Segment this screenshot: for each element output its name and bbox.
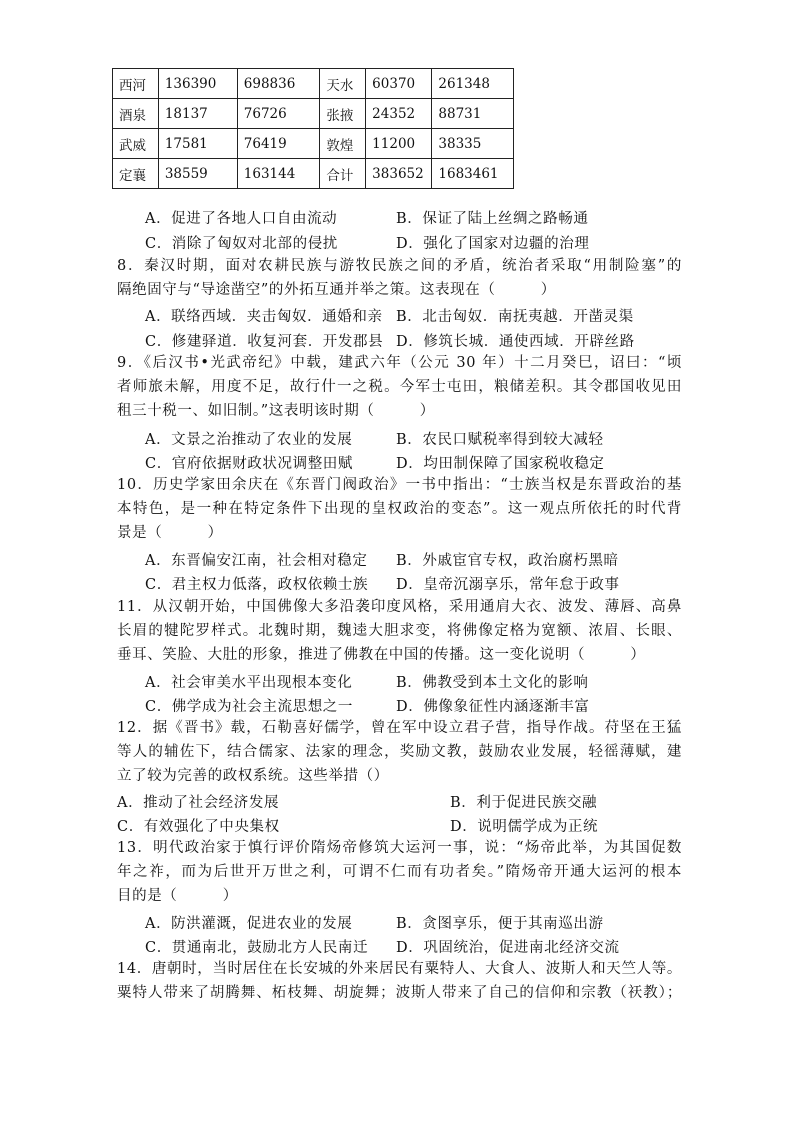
- q12-option-a[interactable]: A．推动了社会经济发展: [117, 795, 280, 811]
- q9-stem-line: 者师旅未解，用度不足，故行什一之税。今军士屯田，粮储差积。其令郡国收见田: [117, 379, 682, 395]
- table-cell: 张掖: [320, 99, 366, 129]
- q13-stem-line: 目的是（ ）: [117, 888, 238, 904]
- table-cell: 163144: [237, 159, 320, 189]
- q8-option-d[interactable]: D．修筑长城．通使西域．开辟丝路: [396, 334, 635, 350]
- table-row: [113, 69, 514, 99]
- q11-option-d[interactable]: D．佛像象征性内涵逐渐丰富: [396, 699, 590, 715]
- q9-option-b[interactable]: B．农民口赋税率得到较大减轻: [396, 432, 604, 448]
- table-cell: 88731: [432, 99, 514, 129]
- q8-stem-line: 隔绝固守与“导途凿空”的外拓互通并举之策。这表现在（ ）: [117, 282, 556, 298]
- q12-option-c[interactable]: C．有效强化了中央集权: [117, 819, 280, 835]
- q10-stem-line: 本特色，是一种在特定条件下出现的皇权政治的变态”。这一观点所依托的时代背: [117, 501, 682, 517]
- q8-option-c[interactable]: C．修建驿道．收复河套．开发郡县: [145, 334, 384, 350]
- q14-stem-line: 粟特人带来了胡腾舞、柘枝舞、胡旋舞；波斯人带来了自己的信仰和宗教（祆教）；: [117, 985, 682, 1001]
- table-cell: 天水: [320, 69, 366, 99]
- q7-option-a[interactable]: A．促进了各地人口自由流动: [145, 211, 338, 227]
- q14-stem-line: 14．唐朝时，当时居住在长安城的外来居民有粟特人、大食人、波斯人和天竺人等。: [117, 961, 682, 977]
- table-cell: 76726: [237, 99, 320, 129]
- q11-stem-line: 垂耳、笑脸、大肚的形象，推进了佛教在中国的传播。这一变化说明（ ）: [117, 647, 646, 663]
- table-cell: 合计: [320, 159, 366, 189]
- q13-option-b[interactable]: B．贪图享乐，便于其南巡出游: [396, 916, 604, 932]
- table-cell: 261348: [432, 69, 514, 99]
- q9-option-a[interactable]: A．文景之治推动了农业的发展: [145, 432, 353, 448]
- q8-option-b[interactable]: B．北击匈奴．南抚夷越．开凿灵渠: [396, 309, 634, 325]
- q10-option-b[interactable]: B．外戚宦官专权，政治腐朽黑暗: [396, 553, 619, 569]
- q10-option-c[interactable]: C．君主权力低落，政权依赖士族: [145, 577, 369, 593]
- table-cell: 38559: [158, 159, 237, 189]
- table-cell: 1683461: [432, 159, 514, 189]
- table-cell: 698836: [237, 69, 320, 99]
- q12-stem-line: 等人的辅佐下，结合儒家、法家的理念，奖励文教，鼓励农业发展，轻徭薄赋，建: [117, 744, 682, 760]
- table-cell: 西河: [113, 69, 159, 99]
- table-cell: 38335: [432, 129, 514, 159]
- q10-option-d[interactable]: D．皇帝沉溺享乐，常年怠于政事: [396, 577, 620, 593]
- q11-option-b[interactable]: B．佛教受到本土文化的影响: [396, 675, 589, 691]
- q13-stem-line: 13．明代政治家于慎行评价隋炀帝修筑大运河一事，说：“炀帝此举，为其国促数: [117, 840, 682, 856]
- q10-stem-line: 10．历史学家田余庆在《东晋门阀政治》一书中指出：“士族当权是东晋政治的基: [117, 477, 682, 493]
- table-cell: 24352: [366, 99, 432, 129]
- table-cell: 18137: [158, 99, 237, 129]
- table-row: [113, 129, 514, 159]
- table-cell: 定襄: [113, 159, 159, 189]
- q9-option-d[interactable]: D．均田制保障了国家税收稳定: [396, 456, 605, 472]
- q12-stem-line: 12．据《晋书》载，石勒喜好儒学，曾在军中设立君子营，指导作战。苻坚在王猛: [117, 720, 682, 736]
- q7-option-d[interactable]: D．强化了国家对边疆的治理: [396, 236, 590, 252]
- q7-option-b[interactable]: B．保证了陆上丝绸之路畅通: [396, 211, 589, 227]
- q11-stem-line: 长眉的犍陀罗样式。北魏时期，魏逵大胆求变，将佛像定格为宽额、浓眉、长眼、: [117, 623, 682, 639]
- q13-option-a[interactable]: A．防洪灌溉，促进农业的发展: [145, 916, 353, 932]
- q13-option-c[interactable]: C．贯通南北，鼓励北方人民南迁: [145, 940, 369, 956]
- table-cell: 11200: [366, 129, 432, 159]
- q11-stem-line: 11．从汉朝开始，中国佛像大多沿袭印度风格，采用通肩大衣、波发、薄唇、高鼻: [117, 599, 682, 615]
- q9-option-c[interactable]: C．官府依据财政状况调整田赋: [145, 456, 353, 472]
- q13-option-d[interactable]: D．巩固统治，促进南北经济交流: [396, 940, 620, 956]
- table-cell: 76419: [237, 129, 320, 159]
- table-cell: 383652: [366, 159, 432, 189]
- table-cell: 136390: [158, 69, 237, 99]
- q13-stem-line: 年之祚，而为后世开万世之利，可谓不仁而有功者矣。”隋炀帝开通大运河的根本: [117, 864, 682, 880]
- q8-option-a[interactable]: A．联络西域．夹击匈奴．通婚和亲: [145, 309, 383, 325]
- table-cell: 敦煌: [320, 129, 366, 159]
- q10-option-a[interactable]: A．东晋偏安江南，社会相对稳定: [145, 553, 368, 569]
- q8-stem-line: 8．秦汉时期，面对农耕民族与游牧民族之间的矛盾，统治者采取“用制险塞”的: [117, 258, 682, 274]
- q12-stem-line: 立了较为完善的政权系统。这些举措（）: [117, 768, 389, 784]
- q12-option-d[interactable]: D．说明儒学成为正统: [450, 819, 599, 835]
- q11-option-a[interactable]: A．社会审美水平出现根本变化: [145, 675, 353, 691]
- table-cell: 60370: [366, 69, 432, 99]
- population-table: [112, 68, 514, 189]
- table-cell: 酒泉: [113, 99, 159, 129]
- table-row: [113, 99, 514, 129]
- q7-option-c[interactable]: C．消除了匈奴对北部的侵扰: [145, 236, 338, 252]
- table-cell: 17581: [158, 129, 237, 159]
- q10-stem-line: 景是（ ）: [117, 525, 223, 541]
- table-row: [113, 159, 514, 189]
- q9-stem-line: 9．《后汉书•光武帝纪》中载，建武六年（公元 30 年）十二月癸巳，诏曰：“顷: [117, 355, 682, 371]
- q12-option-b[interactable]: B．利于促进民族交融: [450, 795, 598, 811]
- q11-option-c[interactable]: C．佛学成为社会主流思想之一: [145, 699, 353, 715]
- table-cell: 武威: [113, 129, 159, 159]
- q9-stem-line: 租三十税一、如旧制。”这表明该时期（ ）: [117, 403, 435, 419]
